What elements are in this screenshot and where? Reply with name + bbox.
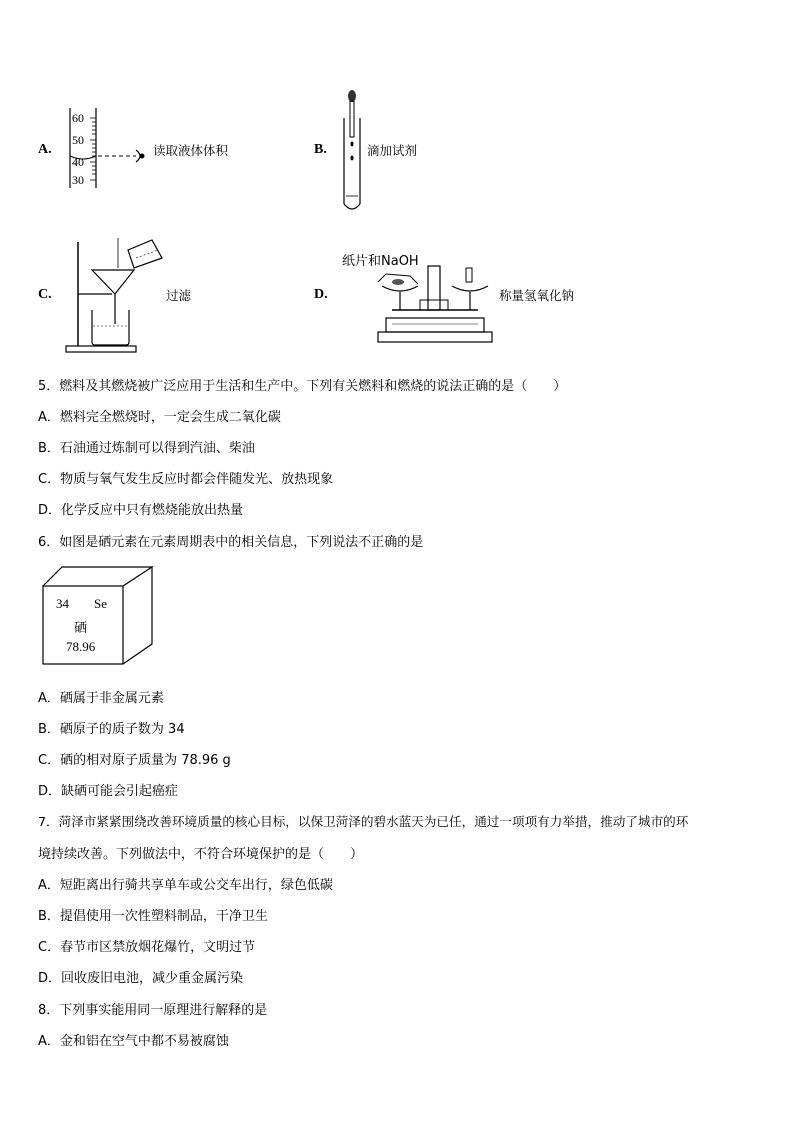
option-letter: A. xyxy=(38,142,52,157)
option-caption: 过滤 xyxy=(166,288,192,303)
answer-option: D．回收废旧电池，减少重金属污染 xyxy=(38,971,244,986)
answer-option: D．化学反应中只有燃烧能放出热量 xyxy=(38,503,244,518)
answer-option: A．短距离出行骑共享单车或公交车出行，绿色低碳 xyxy=(38,878,333,893)
dropper-test-tube-figure xyxy=(338,86,368,214)
option-letter: C. xyxy=(38,287,52,302)
answer-option: D．缺硒可能会引起癌症 xyxy=(38,784,179,799)
tick-label: 30 xyxy=(72,173,84,187)
option-letter: B. xyxy=(314,142,327,157)
element-card xyxy=(42,566,154,666)
answer-option: C．物质与氧气发生反应时都会伴随发光、放热现象 xyxy=(38,472,334,487)
answer-option: C．春节市区禁放烟花爆竹，文明过节 xyxy=(38,940,256,955)
question-stem-line-1: 7．菏泽市紧紧围绕改善环境质量的核心目标，以保卫菏泽的碧水蓝天为已任，通过一项项有力举措，推动了城市的环 xyxy=(38,814,689,829)
element-name: 硒 xyxy=(74,621,88,636)
tick-label: 60 xyxy=(72,111,84,125)
atomic-mass: 78.96 xyxy=(66,639,96,654)
question-stem-line-2: 境持续改善。下列做法中，不符合环境保护的是（ ） xyxy=(38,847,364,862)
option-caption: 读取液体体积 xyxy=(153,143,229,158)
answer-option: B．提倡使用一次性塑料制品，干净卫生 xyxy=(38,909,268,924)
answer-option: C．硒的相对原子质量为 78.96 g xyxy=(38,753,231,768)
element-symbol: Se xyxy=(94,596,107,611)
option-letter: D. xyxy=(314,287,328,302)
figure-label: 纸片和NaOH xyxy=(342,254,419,269)
option-caption: 滴加试剂 xyxy=(367,143,418,158)
filtration-apparatus-figure xyxy=(62,234,170,356)
eye-icon xyxy=(136,150,140,162)
element-card-cube-outline xyxy=(42,566,154,666)
question-stem: 5．燃料及其燃烧被广泛应用于生活和生产中。下列有关燃料和燃烧的说法正确的是（ ） xyxy=(38,379,567,394)
question-stem: 8．下列事实能用同一原理进行解释的是 xyxy=(38,1003,268,1018)
option-caption: 称量氢氧化钠 xyxy=(499,288,575,303)
tick-label: 50 xyxy=(72,133,84,147)
atomic-number: 34 xyxy=(56,596,69,611)
answer-option: A．金和铝在空气中都不易被腐蚀 xyxy=(38,1034,229,1049)
tick-label: 40 xyxy=(72,155,84,169)
answer-option: A．燃料完全燃烧时，一定会生成二氧化碳 xyxy=(38,410,281,425)
answer-option: A．硒属于非金属元素 xyxy=(38,691,164,706)
answer-option: B．石油通过炼制可以得到汽油、柴油 xyxy=(38,441,255,456)
question-stem: 6．如图是硒元素在元素周期表中的相关信息，下列说法不正确的是 xyxy=(38,535,424,550)
answer-option: B．硒原子的质子数为 34 xyxy=(38,722,185,737)
graduated-cylinder-reading-figure xyxy=(62,106,154,190)
balance-scale-figure xyxy=(372,262,498,346)
